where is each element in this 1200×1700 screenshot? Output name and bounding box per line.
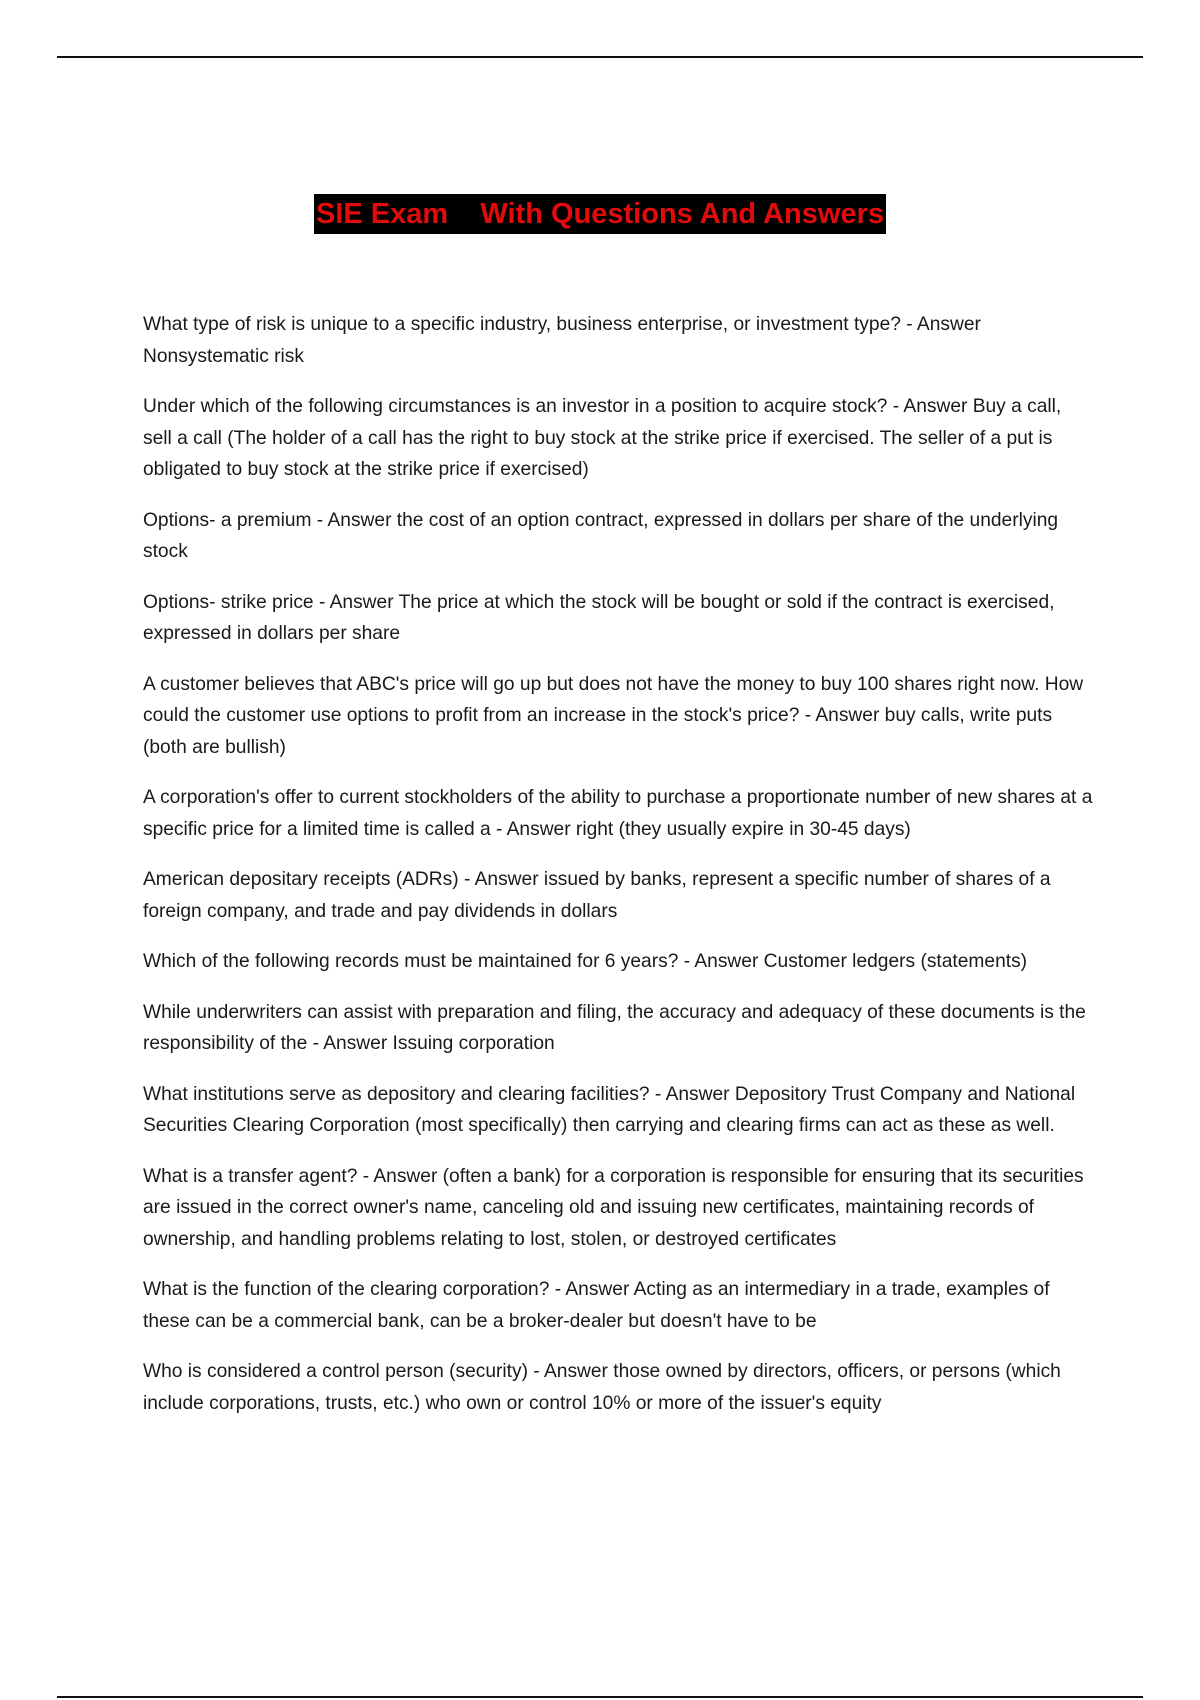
qa-item: What is a transfer agent? - Answer (often a bank) for a corporation is responsible for ensuring that its securities are issued in the correct owner's name, canceling old and issuing new certificates, maintaining records of ownership, and handling problems relating to lost, stolen, or destroyed certificates — [143, 1165, 1084, 1250]
qa-item: While underwriters can assist with preparation and filing, the accuracy and adequacy of these documents is the responsibility of the - Answer Issuing corporation — [143, 1001, 1086, 1054]
qa-item: Options- strike price - Answer The price at which the stock will be bought or sold if the contract is exercised, expressed in dollars per share — [143, 591, 1055, 644]
qa-item: American depositary receipts (ADRs) - Answer issued by banks, represent a specific number of shares of a foreign company, and trade and pay dividends in dollars — [143, 869, 1051, 922]
title-wrapper — [0, 194, 1200, 234]
qa-item: Under which of the following circumstances is an investor in a position to acquire stock? - Answer Buy a call, sell a call (The holder of a call has the right to buy stock at the strike price if exercised. The seller of a put is obligated to buy stock at the strike price if exercised) — [143, 396, 1062, 480]
qa-item: Options- a premium - Answer the cost of an option contract, expressed in dollars per share of the underlying stock — [143, 509, 1059, 562]
document-title: SIE Exam With Questions And Answers — [314, 194, 886, 234]
qa-item: What type of risk is unique to a specific industry, business enterprise, or investment type? - Answer Nonsystematic risk — [143, 314, 981, 367]
qa-item: A corporation's offer to current stockholders of the ability to purchase a proportionate number of new shares at a specific price for a limited time is called a - Answer right (they usually expire in 30-45 days) — [143, 787, 1093, 840]
qa-item: Which of the following records must be maintained for 6 years? - Answer Customer ledgers (statements) — [143, 951, 1028, 972]
qa-item: What institutions serve as depository and clearing facilities? - Answer Depository Trust Company and National Securities Clearing Corporation (most specifically) then carrying and clearing firms can act as these as well. — [143, 1083, 1076, 1136]
qa-item: What is the function of the clearing corporation? - Answer Acting as an intermediary in a trade, examples of these can be a commercial bank, can be a broker-dealer but doesn't have to be — [143, 1279, 1050, 1332]
qa-item: Who is considered a control person (security) - Answer those owned by directors, officers, or persons (which include corporations, trusts, etc.) who own or control 10% or more of the issuer's equity — [143, 1361, 1061, 1414]
qa-item: A customer believes that ABC's price will go up but does not have the money to buy 100 shares right now. How could the customer use options to profit from an increase in the stock's price? - Answer buy calls, write puts (both are bullish) — [143, 673, 1084, 758]
bottom-rule — [57, 1696, 1143, 1698]
qa-list — [143, 309, 1093, 1438]
top-rule — [57, 56, 1143, 58]
